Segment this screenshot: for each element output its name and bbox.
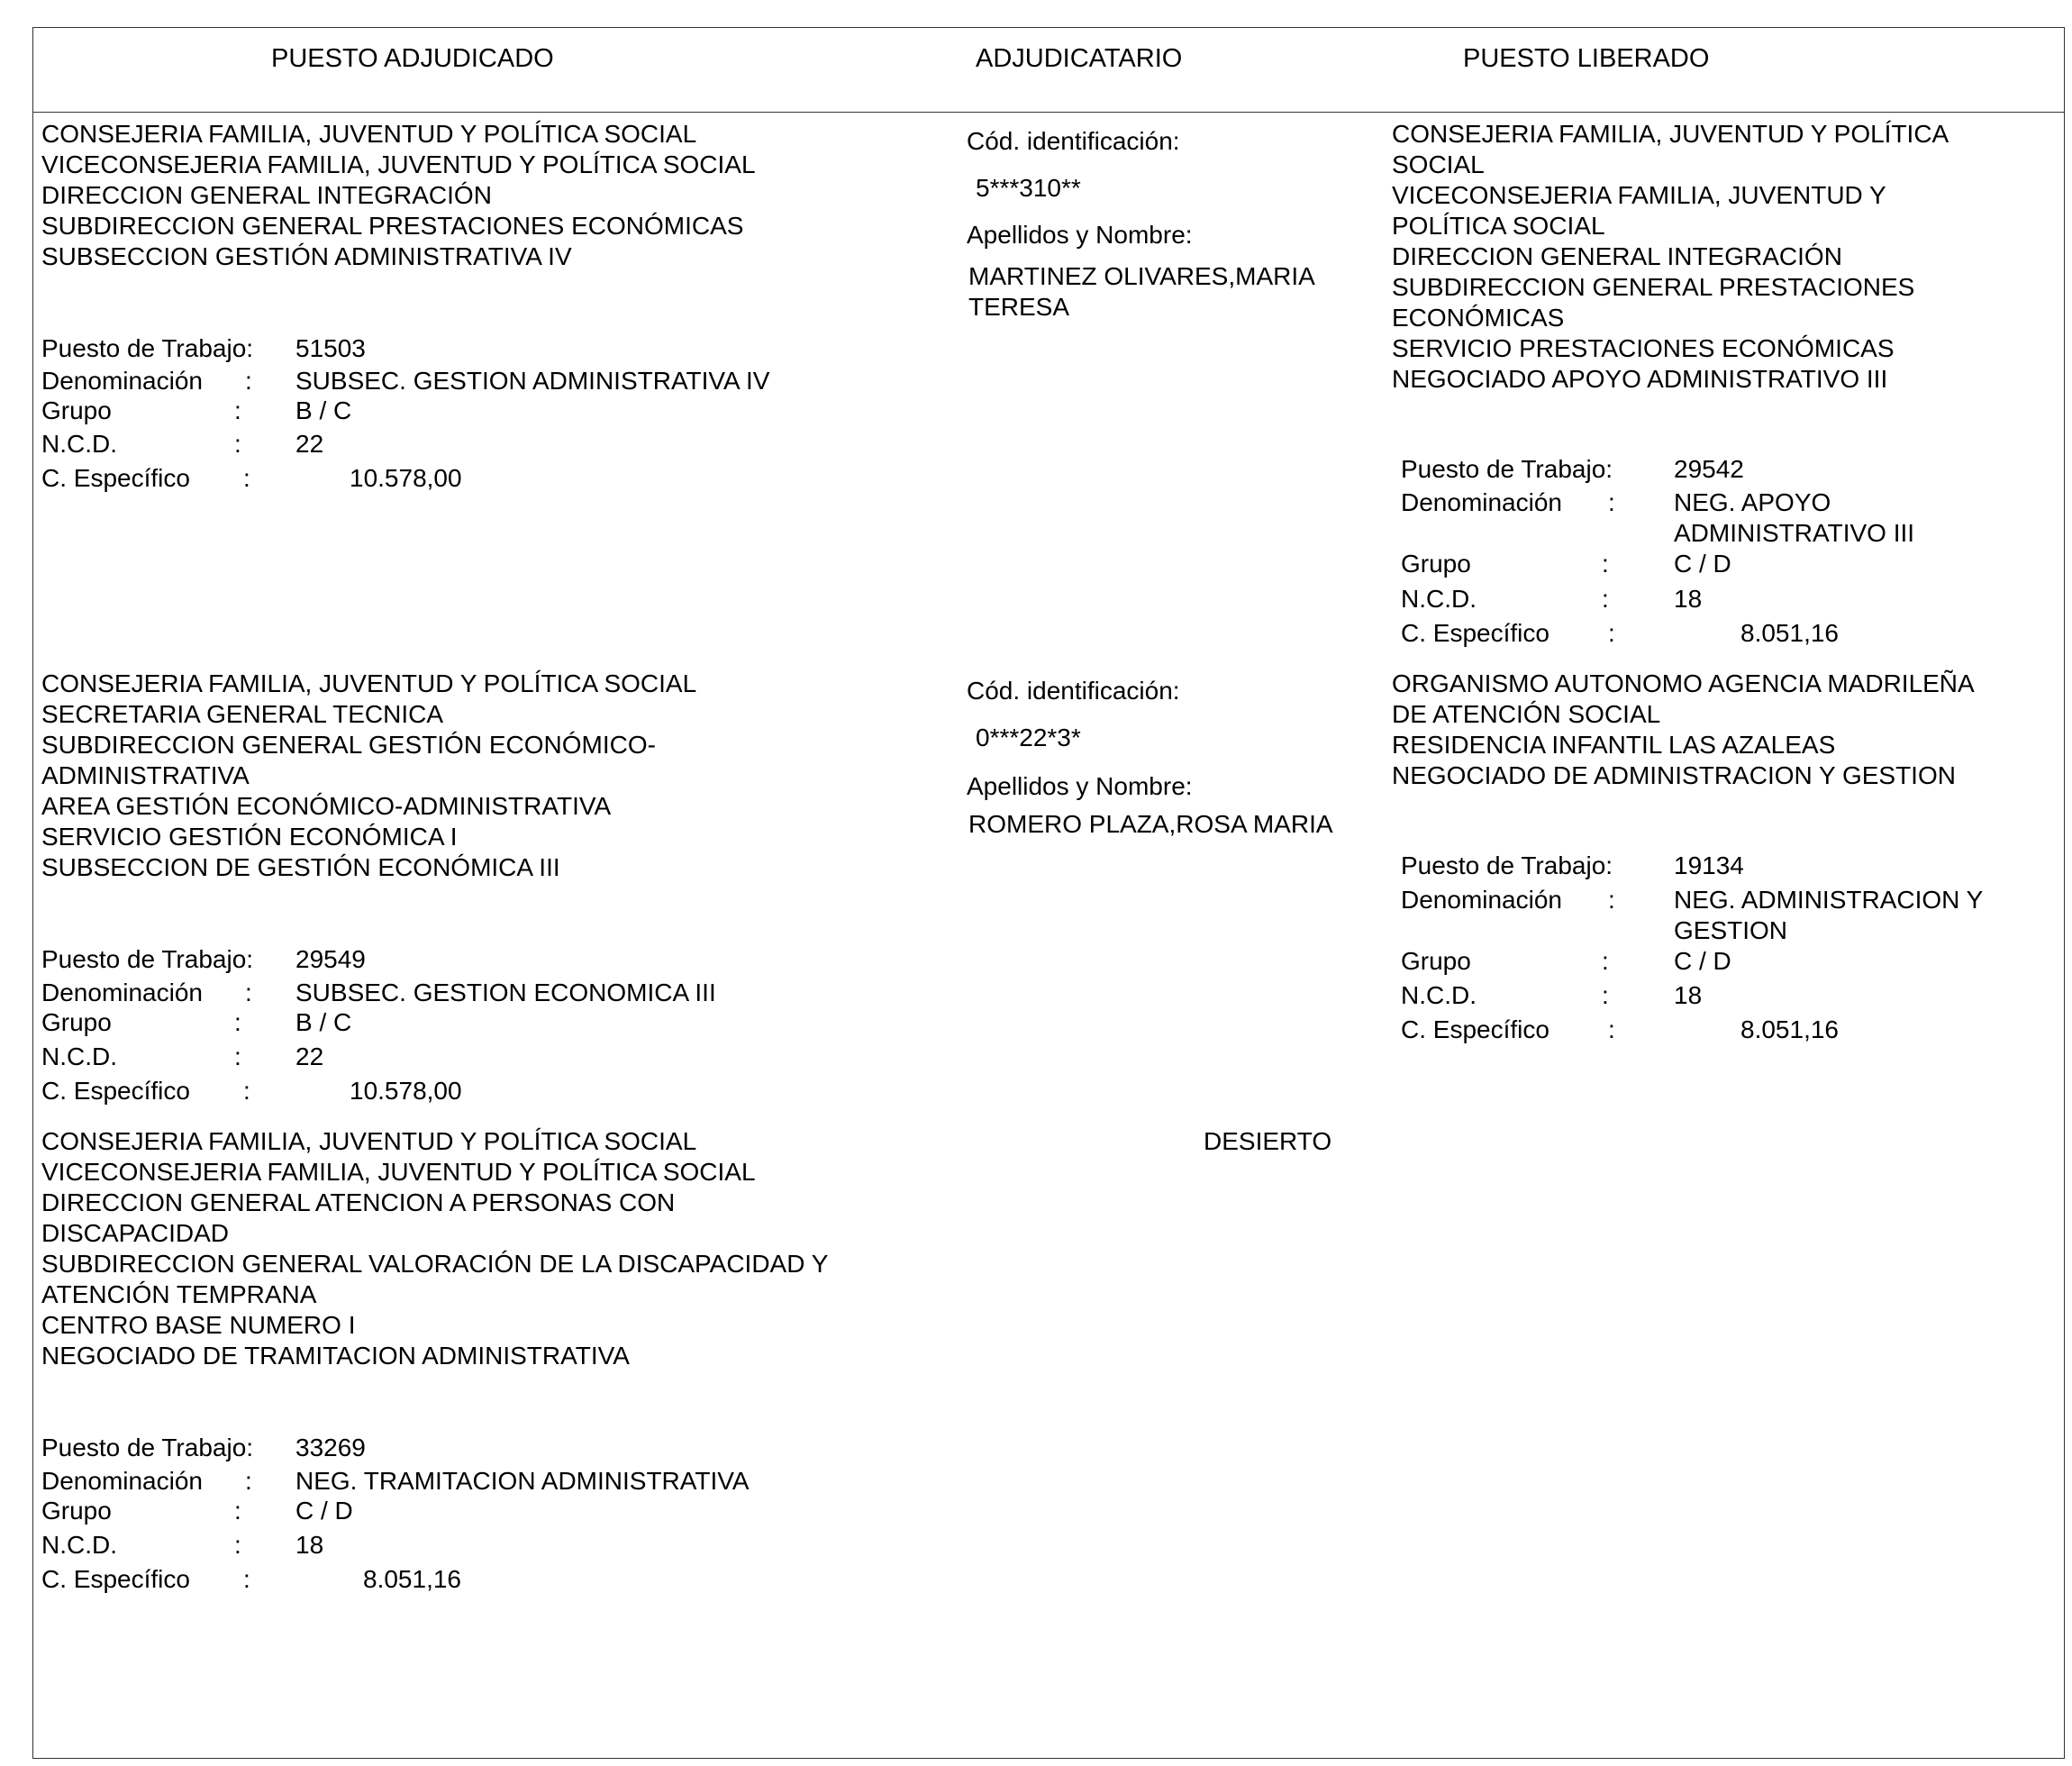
org-line: CONSEJERIA FAMILIA, JUVENTUD Y POLÍTICA (1392, 120, 1949, 148)
label-cod-identificacion: Cód. identificación: (967, 677, 1180, 705)
value-puesto: 29542 (1674, 455, 1744, 483)
value-grupo: B / C (295, 396, 352, 424)
value-puesto: 33269 (295, 1434, 366, 1461)
nombre-line: ROMERO PLAZA,ROSA MARIA (968, 810, 1333, 838)
denominacion-line: NEG. ADMINISTRACION Y (1674, 886, 1984, 914)
org-line: ORGANISMO AUTONOMO AGENCIA MADRILEÑA (1392, 669, 1975, 697)
label-grupo: Grupo (1401, 947, 1471, 975)
value-ncd: 22 (295, 1042, 324, 1070)
header-divider (32, 112, 2065, 113)
org-line: ADMINISTRATIVA (41, 761, 250, 789)
denominacion-line: ADMINISTRATIVO III (1674, 519, 1915, 547)
value-c-especifico: 8.051,16 (1740, 619, 1839, 647)
nombre-line: MARTINEZ OLIVARES,MARIA (968, 262, 1315, 290)
label-denominacion: Denominación (41, 367, 203, 395)
org-line: CENTRO BASE NUMERO I (41, 1311, 356, 1339)
label-grupo: Grupo (41, 1497, 112, 1525)
header-puesto-adjudicado: PUESTO ADJUDICADO (271, 44, 554, 73)
value-grupo: C / D (1674, 550, 1731, 578)
label-colon: : (1602, 981, 1609, 1009)
label-cod-identificacion: Cód. identificación: (967, 127, 1180, 155)
value-denominacion: NEG. TRAMITACION ADMINISTRATIVA (295, 1467, 750, 1495)
value-ncd: 18 (295, 1531, 324, 1559)
label-colon: : (1602, 947, 1609, 975)
label-ncd: N.C.D. (41, 1042, 117, 1070)
label-ncd: N.C.D. (41, 430, 117, 458)
label-grupo: Grupo (41, 396, 112, 424)
org-line: SUBDIRECCION GENERAL GESTIÓN ECONÓMICO- (41, 731, 656, 759)
label-c-especifico: C. Específico (1401, 619, 1549, 647)
label-colon: : (234, 430, 241, 458)
label-puesto-de-trabajo: Puesto de Trabajo: (41, 945, 254, 973)
label-colon: : (234, 1042, 241, 1070)
value-c-especifico: 8.051,16 (363, 1565, 461, 1593)
label-colon: : (234, 1531, 241, 1559)
label-colon: : (234, 1497, 241, 1525)
denominacion-line: NEG. APOYO (1674, 488, 1831, 516)
value-puesto: 19134 (1674, 851, 1744, 879)
org-line: DIRECCION GENERAL INTEGRACIÓN (1392, 242, 1842, 270)
label-denominacion: Denominación (1401, 886, 1562, 914)
label-denominacion: Denominación (41, 979, 203, 1006)
row1-liberado-org (1392, 119, 1949, 395)
label-puesto-de-trabajo: Puesto de Trabajo: (1401, 851, 1613, 879)
label-colon: : (243, 1565, 250, 1593)
org-line: POLÍTICA SOCIAL (1392, 212, 1605, 240)
label-apellidos-nombre: Apellidos y Nombre: (967, 772, 1193, 800)
org-line: RESIDENCIA INFANTIL LAS AZALEAS (1392, 731, 1836, 759)
value-ncd: 18 (1674, 585, 1703, 613)
row1-adjudicado-org (41, 119, 756, 272)
value-ncd: 22 (295, 430, 324, 458)
org-line: SECRETARIA GENERAL TECNICA (41, 700, 444, 728)
org-line: NEGOCIADO APOYO ADMINISTRATIVO III (1392, 365, 1888, 393)
header-adjudicatario: ADJUDICATARIO (976, 44, 1183, 73)
org-line: SUBSECCION GESTIÓN ADMINISTRATIVA IV (41, 242, 572, 270)
value-grupo: C / D (295, 1497, 353, 1525)
label-puesto-de-trabajo: Puesto de Trabajo: (1401, 455, 1613, 483)
value-cod-identificacion: 5***310** (976, 174, 1081, 202)
label-colon: : (234, 396, 241, 424)
label-ncd: N.C.D. (41, 1531, 117, 1559)
value-puesto: 51503 (295, 334, 366, 362)
label-colon: : (1608, 1015, 1615, 1043)
label-puesto-de-trabajo: Puesto de Trabajo: (41, 334, 254, 362)
value-denominacion: SUBSEC. GESTION ADMINISTRATIVA IV (295, 367, 770, 395)
value-denominacion (1674, 487, 1914, 549)
org-line: SUBSECCION DE GESTIÓN ECONÓMICA III (41, 853, 560, 881)
label-colon: : (245, 1467, 252, 1495)
org-line: SUBDIRECCION GENERAL PRESTACIONES ECONÓMICAS (41, 212, 744, 240)
row2-adjudicado-org (41, 669, 696, 883)
org-line: SUBDIRECCION GENERAL PRESTACIONES (1392, 273, 1915, 301)
value-puesto: 29549 (295, 945, 366, 973)
label-colon: : (245, 979, 252, 1006)
label-ncd: N.C.D. (1401, 585, 1477, 613)
row3-adjudicado-org (41, 1126, 828, 1371)
value-c-especifico: 10.578,00 (350, 1077, 462, 1105)
org-line: DISCAPACIDAD (41, 1219, 229, 1247)
label-colon: : (243, 1077, 250, 1105)
label-c-especifico: C. Específico (1401, 1015, 1549, 1043)
value-grupo: C / D (1674, 947, 1731, 975)
label-colon: : (1608, 619, 1615, 647)
label-grupo: Grupo (1401, 550, 1471, 578)
status-desierto: DESIERTO (1204, 1127, 1332, 1155)
label-colon: : (1608, 886, 1615, 914)
org-line: ATENCIÓN TEMPRANA (41, 1280, 317, 1308)
org-line: AREA GESTIÓN ECONÓMICO-ADMINISTRATIVA (41, 792, 612, 820)
label-colon: : (245, 367, 252, 395)
row2-liberado-org (1392, 669, 1975, 791)
value-c-especifico: 10.578,00 (350, 464, 462, 492)
org-line: SOCIAL (1392, 150, 1485, 178)
label-denominacion: Denominación (1401, 488, 1562, 516)
org-line: SERVICIO PRESTACIONES ECONÓMICAS (1392, 334, 1895, 362)
label-c-especifico: C. Específico (41, 464, 190, 492)
org-line: CONSEJERIA FAMILIA, JUVENTUD Y POLÍTICA SOCIAL (41, 669, 697, 697)
label-c-especifico: C. Específico (41, 1565, 190, 1593)
org-line: CONSEJERIA FAMILIA, JUVENTUD Y POLÍTICA SOCIAL (41, 1127, 697, 1155)
label-ncd: N.C.D. (1401, 981, 1477, 1009)
nombre-line: TERESA (968, 293, 1070, 321)
label-colon: : (1602, 585, 1609, 613)
header-puesto-liberado: PUESTO LIBERADO (1463, 44, 1710, 73)
value-ncd: 18 (1674, 981, 1703, 1009)
org-line: SERVICIO GESTIÓN ECONÓMICA I (41, 823, 458, 851)
org-line: ECONÓMICAS (1392, 304, 1565, 332)
denominacion-line: GESTION (1674, 916, 1788, 944)
value-nombre (968, 809, 1333, 840)
value-nombre (968, 261, 1315, 323)
value-denominacion: SUBSEC. GESTION ECONOMICA III (295, 979, 716, 1006)
org-line: DE ATENCIÓN SOCIAL (1392, 700, 1661, 728)
label-colon: : (234, 1008, 241, 1036)
value-cod-identificacion: 0***22*3* (976, 724, 1081, 751)
org-line: CONSEJERIA FAMILIA, JUVENTUD Y POLÍTICA SOCIAL (41, 120, 697, 148)
org-line: VICECONSEJERIA FAMILIA, JUVENTUD Y (1392, 181, 1886, 209)
value-c-especifico: 8.051,16 (1740, 1015, 1839, 1043)
org-line: NEGOCIADO DE TRAMITACION ADMINISTRATIVA (41, 1342, 630, 1370)
label-denominacion: Denominación (41, 1467, 203, 1495)
value-grupo: B / C (295, 1008, 352, 1036)
org-line: DIRECCION GENERAL ATENCION A PERSONAS CON (41, 1188, 676, 1216)
label-colon: : (243, 464, 250, 492)
value-denominacion (1674, 885, 1983, 946)
org-line: SUBDIRECCION GENERAL VALORACIÓN DE LA DISCAPACIDAD Y (41, 1250, 829, 1278)
label-grupo: Grupo (41, 1008, 112, 1036)
org-line: VICECONSEJERIA FAMILIA, JUVENTUD Y POLÍTICA SOCIAL (41, 1158, 756, 1186)
label-puesto-de-trabajo: Puesto de Trabajo: (41, 1434, 254, 1461)
org-line: VICECONSEJERIA FAMILIA, JUVENTUD Y POLÍTICA SOCIAL (41, 150, 756, 178)
label-c-especifico: C. Específico (41, 1077, 190, 1105)
org-line: NEGOCIADO DE ADMINISTRACION Y GESTION (1392, 761, 1956, 789)
label-colon: : (1602, 550, 1609, 578)
label-colon: : (1608, 488, 1615, 516)
label-apellidos-nombre: Apellidos y Nombre: (967, 221, 1193, 249)
org-line: DIRECCION GENERAL INTEGRACIÓN (41, 181, 492, 209)
